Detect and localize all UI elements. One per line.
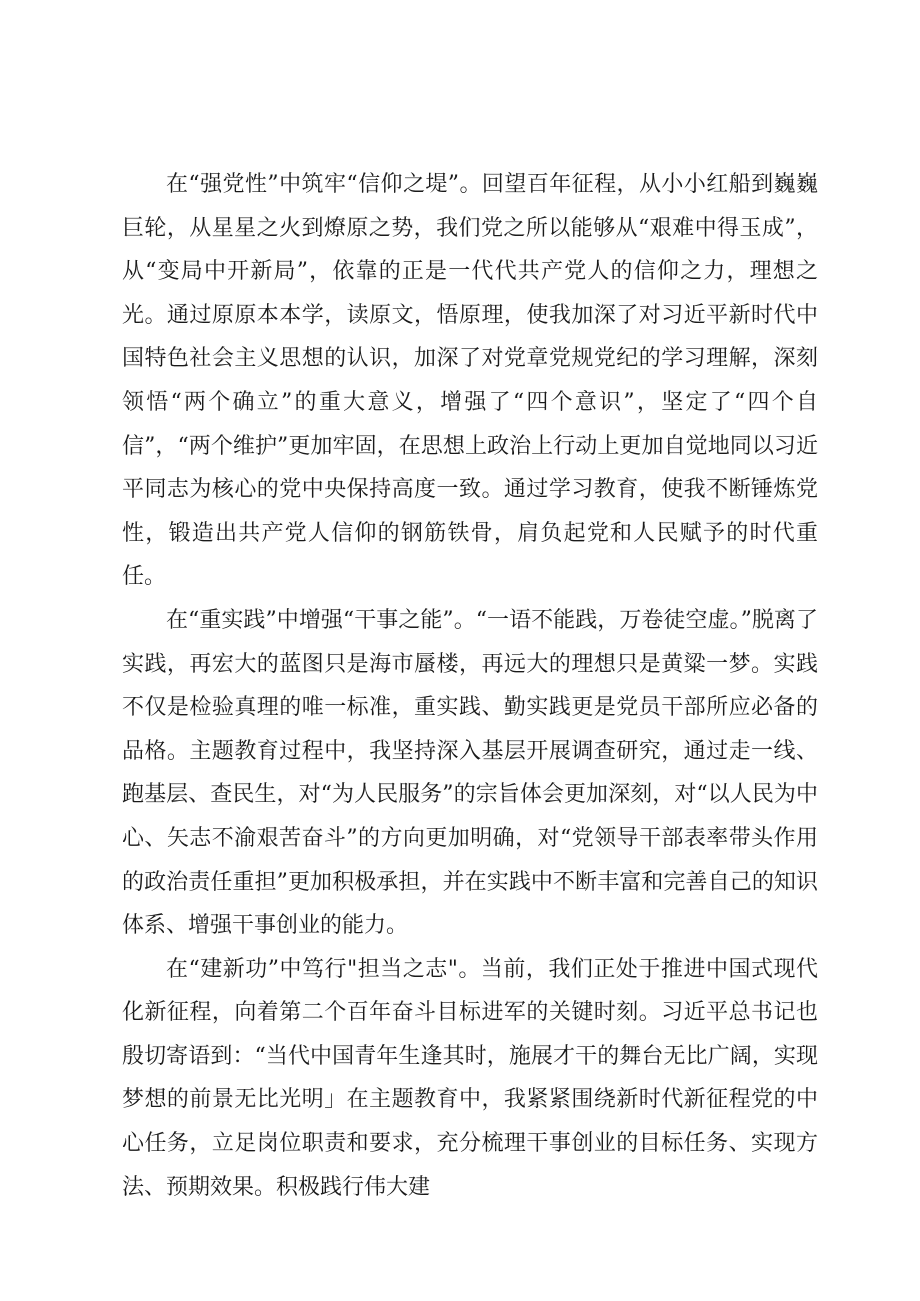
paragraph-build-new-merits: 在“建新功”中笃行"担当之志"。当前，我们正处于推进中国式现代化新征程，向着第二个百年奋斗目标进军的关键时刻。习近平总书记也殷切寄语到：“当代中国青年生逢其时，施展才干的舞台无比广阔，实现梦想的前景无比光明」在主题教育中，我紧紧围绕新时代新征程党的中心任务，立足岗位职责和要求，充分梳理干事创业的目标任务、实现方法、预期效果。积极践行伟大建 — [122, 956, 818, 1200]
document-body — [122, 163, 818, 1209]
paragraph-strengthen-party-spirit: 在“强党性”中筑牢“信仰之堤”。回望百年征程，从小小红船到巍巍巨轮，从星星之火到燎原之势，我们党之所以能够从“艰难中得玉成”，从“变局中开新局”，依靠的正是一代代共产党人的信仰之力，理想之光。通过原原本本学，读原文，悟原理，使我加深了对习近平新时代中国特色社会主义思想的认识，加深了对党章党规党纪的学习理解，深刻领悟“两个确立”的重大意义，增强了“四个意识”，坚定了“四个自信”，“两个维护”更加牢固，在思想上政治上行动上更加自觉地同以习近平同志为核心的党中央保持高度一致。通过学习教育，使我不断锤炼党性，锻造出共产党人信仰的钢筋铁骨，肩负起党和人民赋予的时代重任。 — [122, 172, 818, 590]
paragraph-emphasize-practice: 在“重实践”中增强“干事之能”。“一语不能践，万卷徒空虚。”脱离了实践，再宏大的蓝图只是海市蜃楼，再远大的理想只是黄粱一梦。实践不仅是检验真理的唯一标准，重实践、勤实践更是党员干部所应必备的品格。主题教育过程中，我坚持深入基层开展调查研究，通过走一线、跑基层、查民生，对“为人民服务”的宗旨体会更加深刻，对“以人民为中心、矢志不渝艰苦奋斗”的方向更加明确，对“党领导干部表率带头作用的政治责任重担”更加积极承担，并在实践中不断丰富和完善自己的知识体系、增强干事创业的能力。 — [122, 607, 818, 939]
